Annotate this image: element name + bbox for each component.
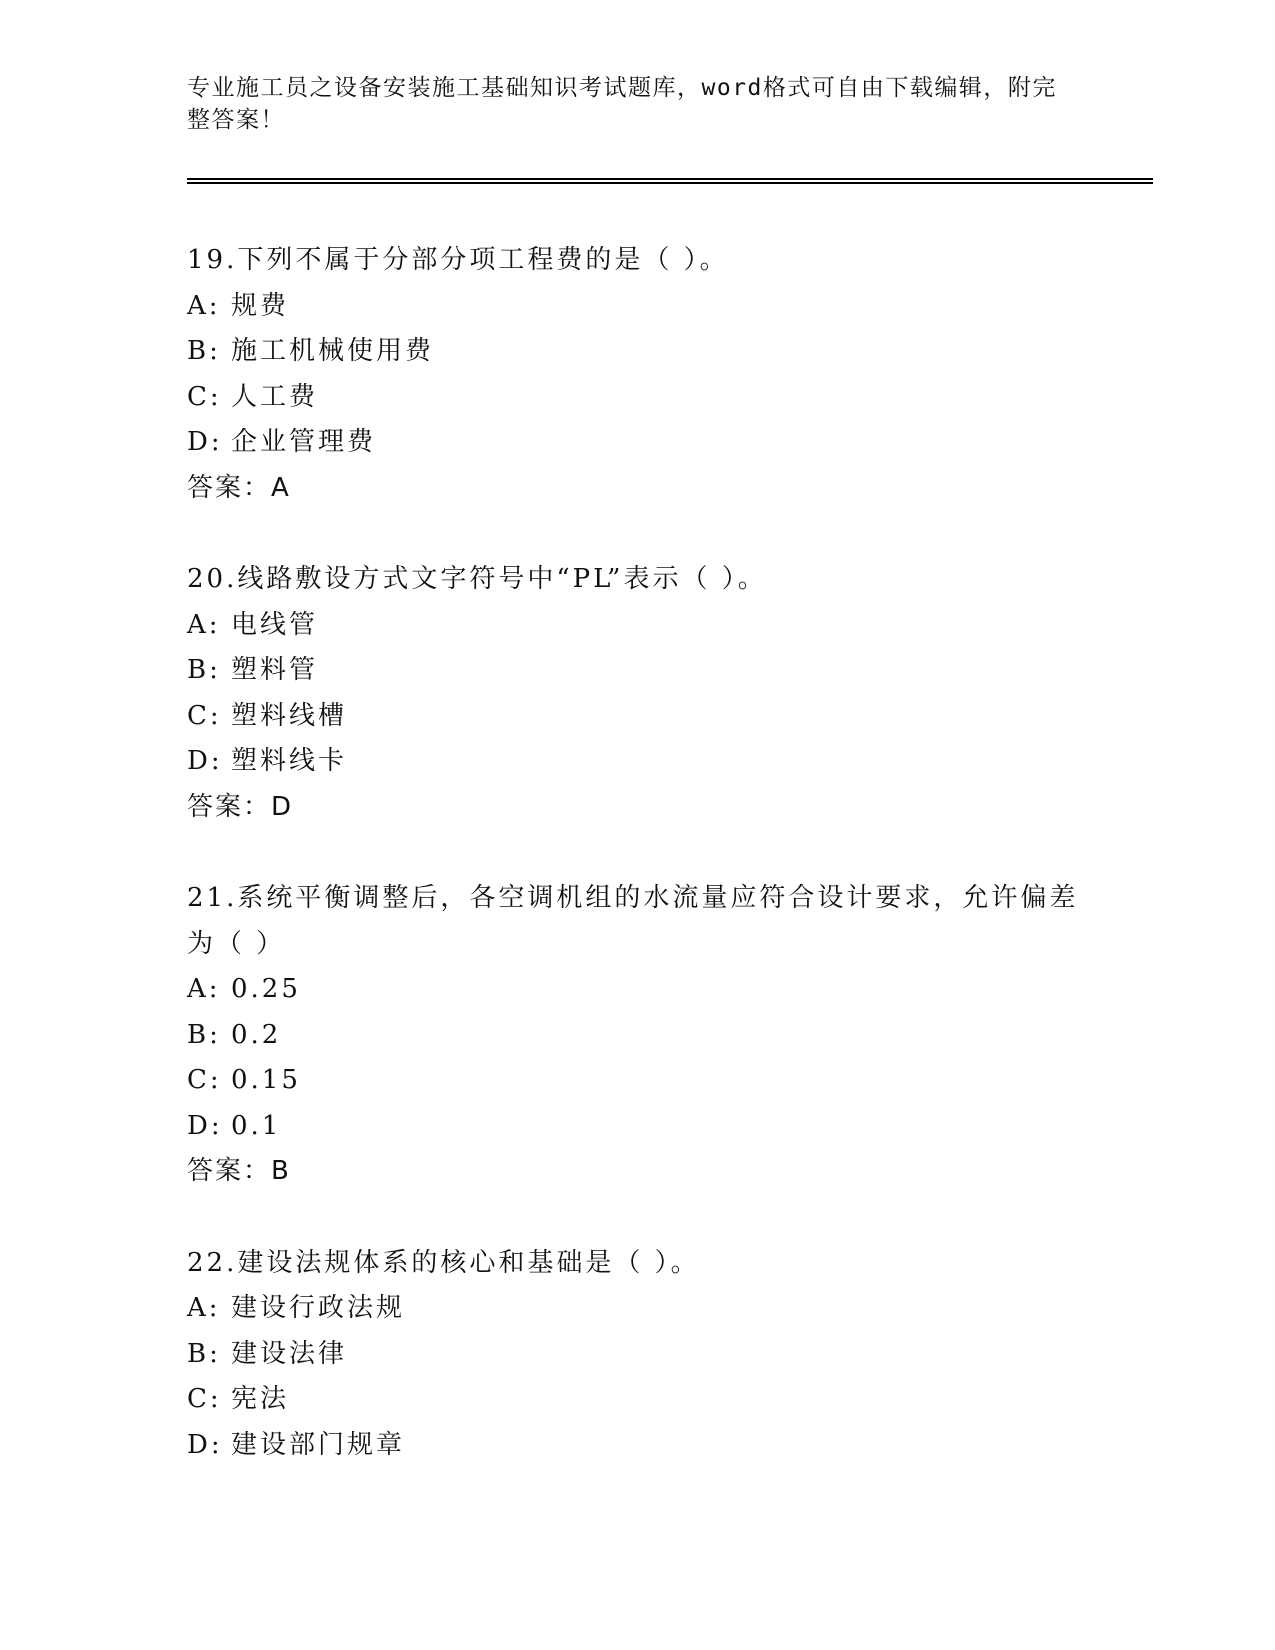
- option-letter: B:: [187, 336, 221, 366]
- answer-line: 答案：B: [187, 1156, 291, 1186]
- option-text: 人工费: [231, 381, 319, 412]
- option-text: 塑料线槽: [231, 700, 348, 731]
- document-header: 专业施工员之设备安装施工基础知识考试题库，word格式可自由下载编辑，附完整答案！: [187, 75, 1057, 133]
- option-a: [187, 603, 1087, 649]
- option-letter: D:: [187, 1110, 223, 1141]
- option-text: 电线管: [231, 609, 319, 640]
- option-letter: D:: [187, 1429, 223, 1460]
- answer-line: 答案：D: [187, 791, 294, 822]
- option-letter: D:: [187, 427, 223, 457]
- option-c: [187, 1377, 1087, 1423]
- option-a: [187, 967, 1087, 1013]
- option-text: 建设法律: [231, 1338, 348, 1369]
- option-letter: B:: [187, 1019, 221, 1050]
- option-text: 宪法: [231, 1384, 290, 1414]
- option-text: 0.25: [231, 974, 301, 1004]
- option-letter: C:: [187, 1384, 222, 1414]
- option-letter: B:: [187, 655, 221, 685]
- option-d: [187, 739, 1087, 785]
- option-d: [187, 1423, 1087, 1469]
- option-c: [187, 375, 1087, 421]
- option-letter: C:: [187, 700, 222, 731]
- option-text: 建设部门规章: [231, 1429, 406, 1460]
- option-text: 企业管理费: [231, 427, 377, 457]
- option-letter: A:: [187, 609, 221, 640]
- option-text: 施工机械使用费: [231, 336, 435, 366]
- question-stem: 19.下列不属于分部分项工程费的是（ ）。: [187, 245, 729, 275]
- option-letter: C:: [187, 1065, 222, 1095]
- option-letter: C:: [187, 381, 222, 412]
- option-text: 塑料管: [231, 655, 319, 685]
- option-d: [187, 1104, 1087, 1150]
- option-letter: A:: [187, 974, 221, 1004]
- question-19: [187, 238, 1087, 511]
- header-divider-top: [187, 178, 1153, 180]
- option-a: [187, 1286, 1087, 1332]
- option-a: [187, 284, 1087, 330]
- option-letter: B:: [187, 1338, 221, 1369]
- question-stem: 22.建设法规体系的核心和基础是（ ）。: [187, 1247, 700, 1278]
- option-c: [187, 694, 1087, 740]
- option-letter: D:: [187, 746, 223, 776]
- option-b: [187, 1332, 1087, 1378]
- option-letter: A:: [187, 290, 221, 321]
- answer-line: 答案：A: [187, 472, 291, 503]
- option-text: 0.15: [231, 1065, 301, 1095]
- question-list: [187, 238, 1087, 1514]
- option-text: 0.2: [231, 1019, 282, 1050]
- option-c: [187, 1058, 1087, 1104]
- question-21: [187, 876, 1087, 1195]
- question-20: [187, 557, 1087, 830]
- option-b: [187, 1013, 1087, 1059]
- option-text: 规费: [231, 290, 290, 321]
- header-divider-bottom: [187, 182, 1153, 184]
- option-letter: A:: [187, 1293, 221, 1323]
- option-text: 建设行政法规: [231, 1293, 406, 1323]
- question-22: [187, 1241, 1087, 1469]
- option-text: 塑料线卡: [231, 746, 348, 776]
- question-stem: 21.系统平衡调整后，各空调机组的水流量应符合设计要求，允许偏差为（ ）: [187, 883, 1079, 959]
- option-b: [187, 329, 1087, 375]
- option-text: 0.1: [231, 1110, 282, 1141]
- option-b: [187, 648, 1087, 694]
- option-d: [187, 420, 1087, 466]
- question-stem: 20.线路敷设方式文字符号中“PL”表示（ ）。: [187, 564, 767, 594]
